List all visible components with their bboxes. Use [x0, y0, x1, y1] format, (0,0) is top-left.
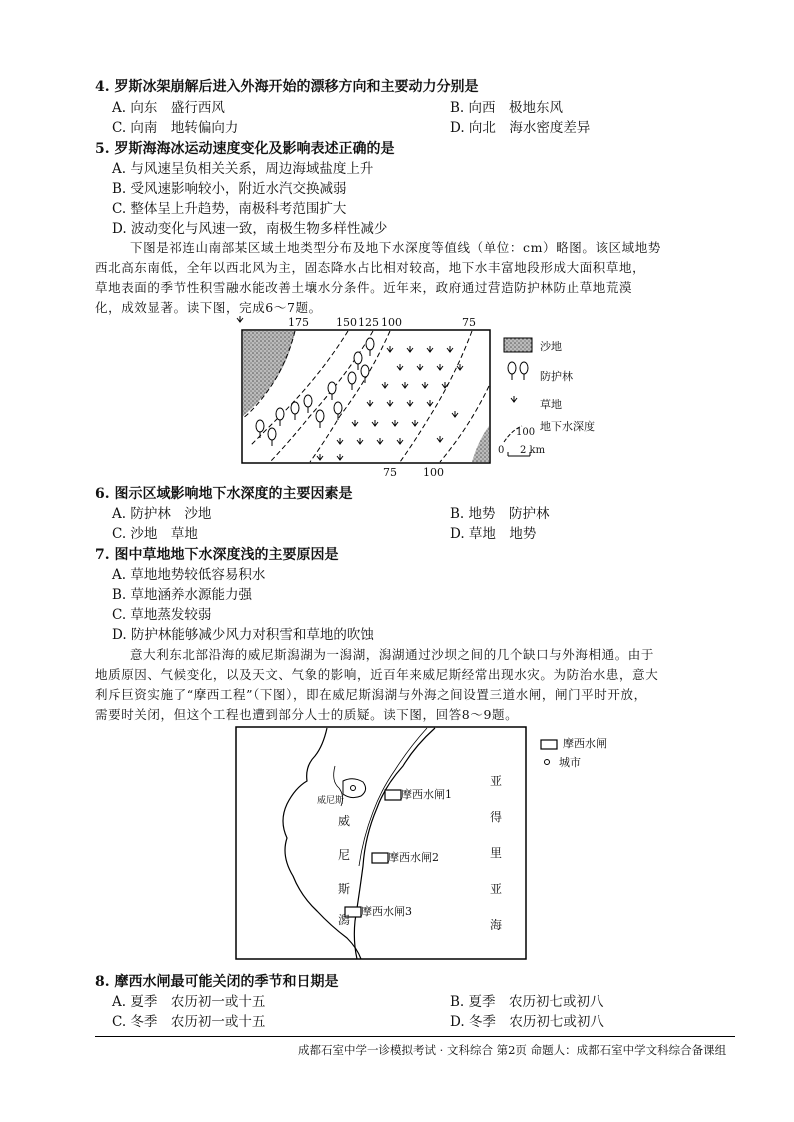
q6-option-c: C. 沙地 草地	[112, 526, 198, 542]
q7-option-d: D. 防护林能够减少风力对积雪和草地的吹蚀	[112, 627, 374, 643]
legend-forest-symbol	[508, 362, 528, 380]
mose-gate-2-label: 摩西水闸2	[388, 851, 439, 864]
contour-label-125: 125	[358, 316, 379, 329]
page-footer: 成都石室中学一诊模拟考试 · 文科综合 第2页 命题人：成都石室中学文科综合备课组	[298, 1043, 727, 1057]
legend-sand-swatch	[504, 338, 532, 352]
q7-option-b: B. 草地涵养水源能力强	[112, 587, 253, 603]
legend-gate-symbol	[541, 740, 557, 749]
venice-city-label: 威尼斯	[317, 796, 345, 806]
intro1-line4: 化，成效显著。读下图，完成6～7题。	[95, 300, 322, 315]
contour-label-75: 75	[462, 316, 476, 329]
contour-label-bottom-75: 75	[383, 466, 397, 479]
q5-option-d: D. 波动变化与风速一致，南极生物多样性减少	[112, 221, 388, 237]
q5-stem: 5. 罗斯海海冰运动速度变化及影响表述正确的是	[95, 141, 395, 157]
footer-rule	[95, 1036, 735, 1037]
q7-option-a: A. 草地地势较低容易积水	[112, 567, 266, 583]
q4-option-b: B. 向西 极地东风	[450, 100, 564, 116]
intro1-line3: 草地表面的季节性积雪融水能改善土壤水分条件。近年来，政府通过营造防护林防止草地荒漠	[95, 280, 633, 295]
contour-label-175: 175	[288, 316, 309, 329]
sea-char-1: 亚	[490, 774, 503, 788]
q4-stem: 4. 罗斯冰架崩解后进入外海开始的漂移方向和主要动力分别是	[95, 79, 479, 95]
q4-option-a: A. 向东 盛行西风	[112, 100, 225, 116]
q5-option-b: B. 受风速影响较小，附近水汽交换减弱	[112, 181, 347, 197]
sea-char-4: 亚	[490, 882, 503, 896]
legend-sand-label: 沙地	[540, 340, 562, 353]
q4-option-c: C. 向南 地转偏向力	[112, 120, 239, 136]
q8-option-d: D. 冬季 农历初七或初八	[450, 1014, 604, 1030]
lagoon-char-1: 威	[338, 814, 351, 828]
legend-grass-symbol	[511, 396, 517, 402]
q7-option-c: C. 草地蒸发较弱	[112, 607, 212, 623]
legend-forest-label: 防护林	[540, 370, 573, 383]
q7-stem: 7. 图中草地地下水深度浅的主要原因是	[95, 547, 339, 563]
sea-char-3: 里	[490, 846, 503, 860]
legend-contour-label: 地下水深度	[540, 420, 595, 433]
sea-char-2: 得	[490, 810, 503, 824]
lagoon-char-3: 斯	[338, 882, 351, 896]
scale-zero: 0	[498, 445, 505, 456]
intro2-line1: 意大利东北部沿海的威尼斯潟湖为一潟湖，潟湖通过沙坝之间的几个缺口与外海相通。由于	[130, 647, 655, 662]
q6-option-d: D. 草地 地势	[450, 526, 537, 542]
intro2-line2: 地质原因、气候变化，以及天文、气象的影响，近百年来威尼斯经常出现水灾。为防治水患，意大	[95, 667, 659, 682]
q8-stem: 8. 摩西水闸最可能关闭的季节和日期是	[95, 974, 339, 990]
mose-gate-2-symbol	[372, 853, 388, 863]
sea-char-5: 海	[490, 918, 503, 932]
scale-length: 2 km	[520, 445, 546, 456]
venice-city-dot	[351, 786, 356, 791]
intro2-line4: 需要时关闭，但这个工程也遭到部分人士的质疑。读下图，回答8～9题。	[95, 707, 519, 722]
lagoon-char-4: 潟	[338, 913, 351, 927]
contour-label-100: 100	[381, 316, 402, 329]
intro1-line1: 下图是祁连山南部某区域土地类型分布及地下水深度等值线（单位：cm）略图。该区域地势	[130, 240, 661, 255]
lagoon-char-2: 尼	[338, 848, 351, 862]
legend-gate-label: 摩西水闸	[563, 737, 607, 750]
venice-mose-map	[235, 726, 615, 961]
contour-label-150: 150	[336, 316, 357, 329]
legend-grass-label: 草地	[540, 398, 562, 411]
legend-contour-value: 100	[516, 427, 536, 438]
q6-stem: 6. 图示区域影响地下水深度的主要因素是	[95, 486, 353, 502]
intro1-line2: 西北高东南低，全年以西北风为主，固态降水占比相对较高，地下水丰富地段形成大面积草地，	[95, 260, 646, 275]
q8-option-a: A. 夏季 农历初一或十五	[112, 994, 266, 1010]
q8-option-b: B. 夏季 农历初七或初八	[450, 994, 604, 1010]
q5-option-a: A. 与风速呈负相关关系，周边海域盐度上升	[112, 161, 374, 177]
map2-frame	[236, 727, 526, 959]
legend-city-symbol	[545, 760, 550, 765]
q4-option-d: D. 向北 海水密度差异	[450, 120, 591, 136]
mose-gate-1-label: 摩西水闸1	[401, 788, 452, 801]
contour-label-bottom-100: 100	[423, 466, 444, 479]
q6-option-b: B. 地势 防护林	[450, 506, 550, 522]
q5-option-c: C. 整体呈上升趋势，南极科考范围扩大	[112, 201, 347, 217]
land-type-map	[240, 316, 640, 481]
q6-option-a: A. 防护林 沙地	[112, 506, 212, 522]
mose-gate-1-symbol	[385, 790, 401, 800]
intro2-line3: 利斥巨资实施了“摩西工程”（下图），即在威尼斯潟湖与外海之间设置三道水闸，闸门平时开放，	[95, 687, 647, 702]
mose-gate-3-label: 摩西水闸3	[361, 905, 412, 918]
q8-option-c: C. 冬季 农历初一或十五	[112, 1014, 266, 1030]
legend-city-label: 城市	[559, 756, 581, 769]
